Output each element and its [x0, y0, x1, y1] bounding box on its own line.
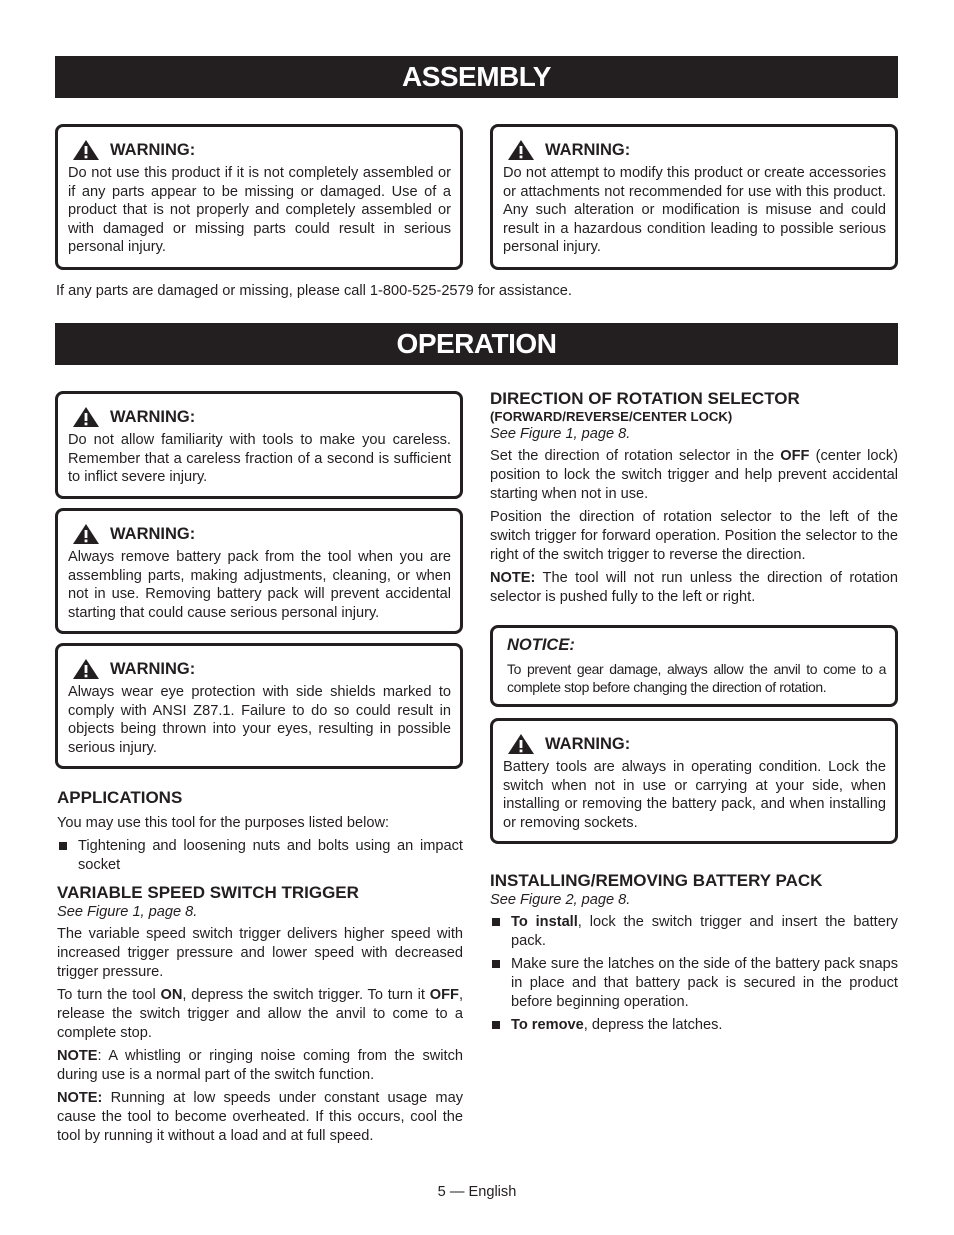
warning-label: WARNING:: [110, 659, 196, 678]
notice-text: To prevent gear damage, always allow the anvil to come to a complete stop before changing the direction of rotation.: [507, 660, 886, 695]
warning-text: Do not use this product if it is not completely assembled or if any parts appear to be missing or damaged. Use of a product that is not properly and completely assembled or with damaged or missing parts could result in serious personal injury.: [68, 165, 451, 256]
list-item: Make sure the latches on the side of the battery pack snaps in place and that battery pack is secured in the product before beginning operation.: [490, 955, 898, 1012]
warning-triangle-icon: [72, 139, 100, 161]
direction-paragraph-1: Set the direction of rotation selector in the OFF (center lock) position to lock the switch trigger and help prevent accidental starting when not in use.: [490, 448, 898, 502]
warning-text: Do not attempt to modify this product or create accessories or attachments not recommended for use with this product. Any such alteration or modification is misuse and could result in a hazardous condition leading to possible serious personal injury.: [503, 165, 886, 256]
operation-warning-4: [490, 718, 898, 844]
assistance-text: If any parts are damaged or missing, please call 1-800-525-2579 for assistance.: [56, 283, 572, 299]
warning-label: WARNING:: [545, 734, 631, 753]
warning-label: WARNING:: [110, 407, 196, 426]
operation-warning-1: [55, 391, 463, 499]
on-off-paragraph: To turn the tool ON, depress the switch trigger. To turn it OFF, release the switch trigger and allow the anvil to come to a complete stop.: [57, 987, 463, 1041]
figure-reference: See Figure 1, page 8.: [490, 426, 631, 442]
applications-intro: You may use this tool for the purposes listed below:: [57, 815, 390, 831]
battery-section: [490, 871, 898, 1039]
operation-warning-3: [55, 643, 463, 769]
direction-section: [490, 389, 898, 611]
warning-text: Battery tools are always in operating condition. Lock the switch when not in use or carrying at your side, when installing or removing the battery pack, and when installing or removing sockets.: [503, 759, 886, 831]
notice-box: [490, 625, 898, 707]
warning-triangle-icon: [72, 406, 100, 428]
assembly-warning-right: [490, 124, 898, 270]
operation-title: OPERATION: [396, 328, 557, 359]
assembly-banner: [55, 56, 898, 98]
assembly-warning-left: [55, 124, 463, 270]
warning-label: WARNING:: [110, 524, 196, 543]
variable-speed-heading: VARIABLE SPEED SWITCH TRIGGER: [57, 883, 359, 902]
warning-text: Do not allow familiarity with tools to make you careless. Remember that a careless fraction of a second is sufficient to inflict severe injury.: [68, 432, 451, 486]
warning-label: WARNING:: [545, 140, 631, 159]
warning-text: Always remove battery pack from the tool when you are assembling parts, making adjustments, cleaning, or when not in use. Removing battery pack will prevent accidental starting that could cause serious personal injury.: [68, 549, 451, 621]
warning-text: Always wear eye protection with side shields marked to comply with ANSI Z87.1. Failure to do so could result in objects being thrown into your eyes, resulting in possible serious injury.: [68, 684, 451, 756]
applications-list: [57, 837, 463, 875]
direction-subheading: (FORWARD/REVERSE/CENTER LOCK): [490, 409, 733, 424]
figure-reference: See Figure 2, page 8.: [490, 892, 631, 908]
figure-reference: See Figure 1, page 8.: [57, 904, 198, 920]
operation-warning-2: [55, 508, 463, 634]
notice-label: NOTICE:: [507, 636, 575, 654]
warning-triangle-icon: [507, 733, 535, 755]
note-whistling: NOTE: A whistling or ringing noise coming from the switch during use is a normal part of the switch function.: [57, 1048, 463, 1083]
variable-speed-paragraph: The variable speed switch trigger delivers higher speed with increased trigger pressure and lower speed with decreased trigger pressure.: [57, 926, 463, 980]
direction-heading: DIRECTION OF ROTATION SELECTOR: [490, 389, 800, 408]
list-item: To remove, depress the latches.: [490, 1016, 898, 1035]
assembly-title: ASSEMBLY: [401, 61, 551, 92]
list-item: To install, lock the switch trigger and insert the battery pack.: [490, 913, 898, 951]
operation-banner: [55, 323, 898, 365]
warning-triangle-icon: [72, 658, 100, 680]
applications-heading: APPLICATIONS: [57, 788, 183, 807]
note-low-speed: NOTE: Running at low speeds under constant usage may cause the tool to become overheated. If this occurs, cool the tool by running it without a load and at full speed.: [57, 1090, 463, 1144]
list-item: Tightening and loosening nuts and bolts using an impact socket: [57, 837, 463, 875]
left-column-text: [57, 788, 463, 1150]
page-footer: 5 — English: [437, 1184, 517, 1200]
battery-list: [490, 913, 898, 1035]
direction-paragraph-2: Position the direction of rotation selector to the left of the switch trigger for forward operation. Position the selector to the right of the switch trigger to reverse the direction.: [490, 509, 898, 563]
warning-triangle-icon: [72, 523, 100, 545]
direction-note: NOTE: The tool will not run unless the direction of rotation selector is pushed fully to the left or right.: [490, 570, 898, 605]
warning-triangle-icon: [507, 139, 535, 161]
warning-label: WARNING:: [110, 140, 196, 159]
battery-heading: INSTALLING/REMOVING BATTERY PACK: [490, 871, 823, 890]
